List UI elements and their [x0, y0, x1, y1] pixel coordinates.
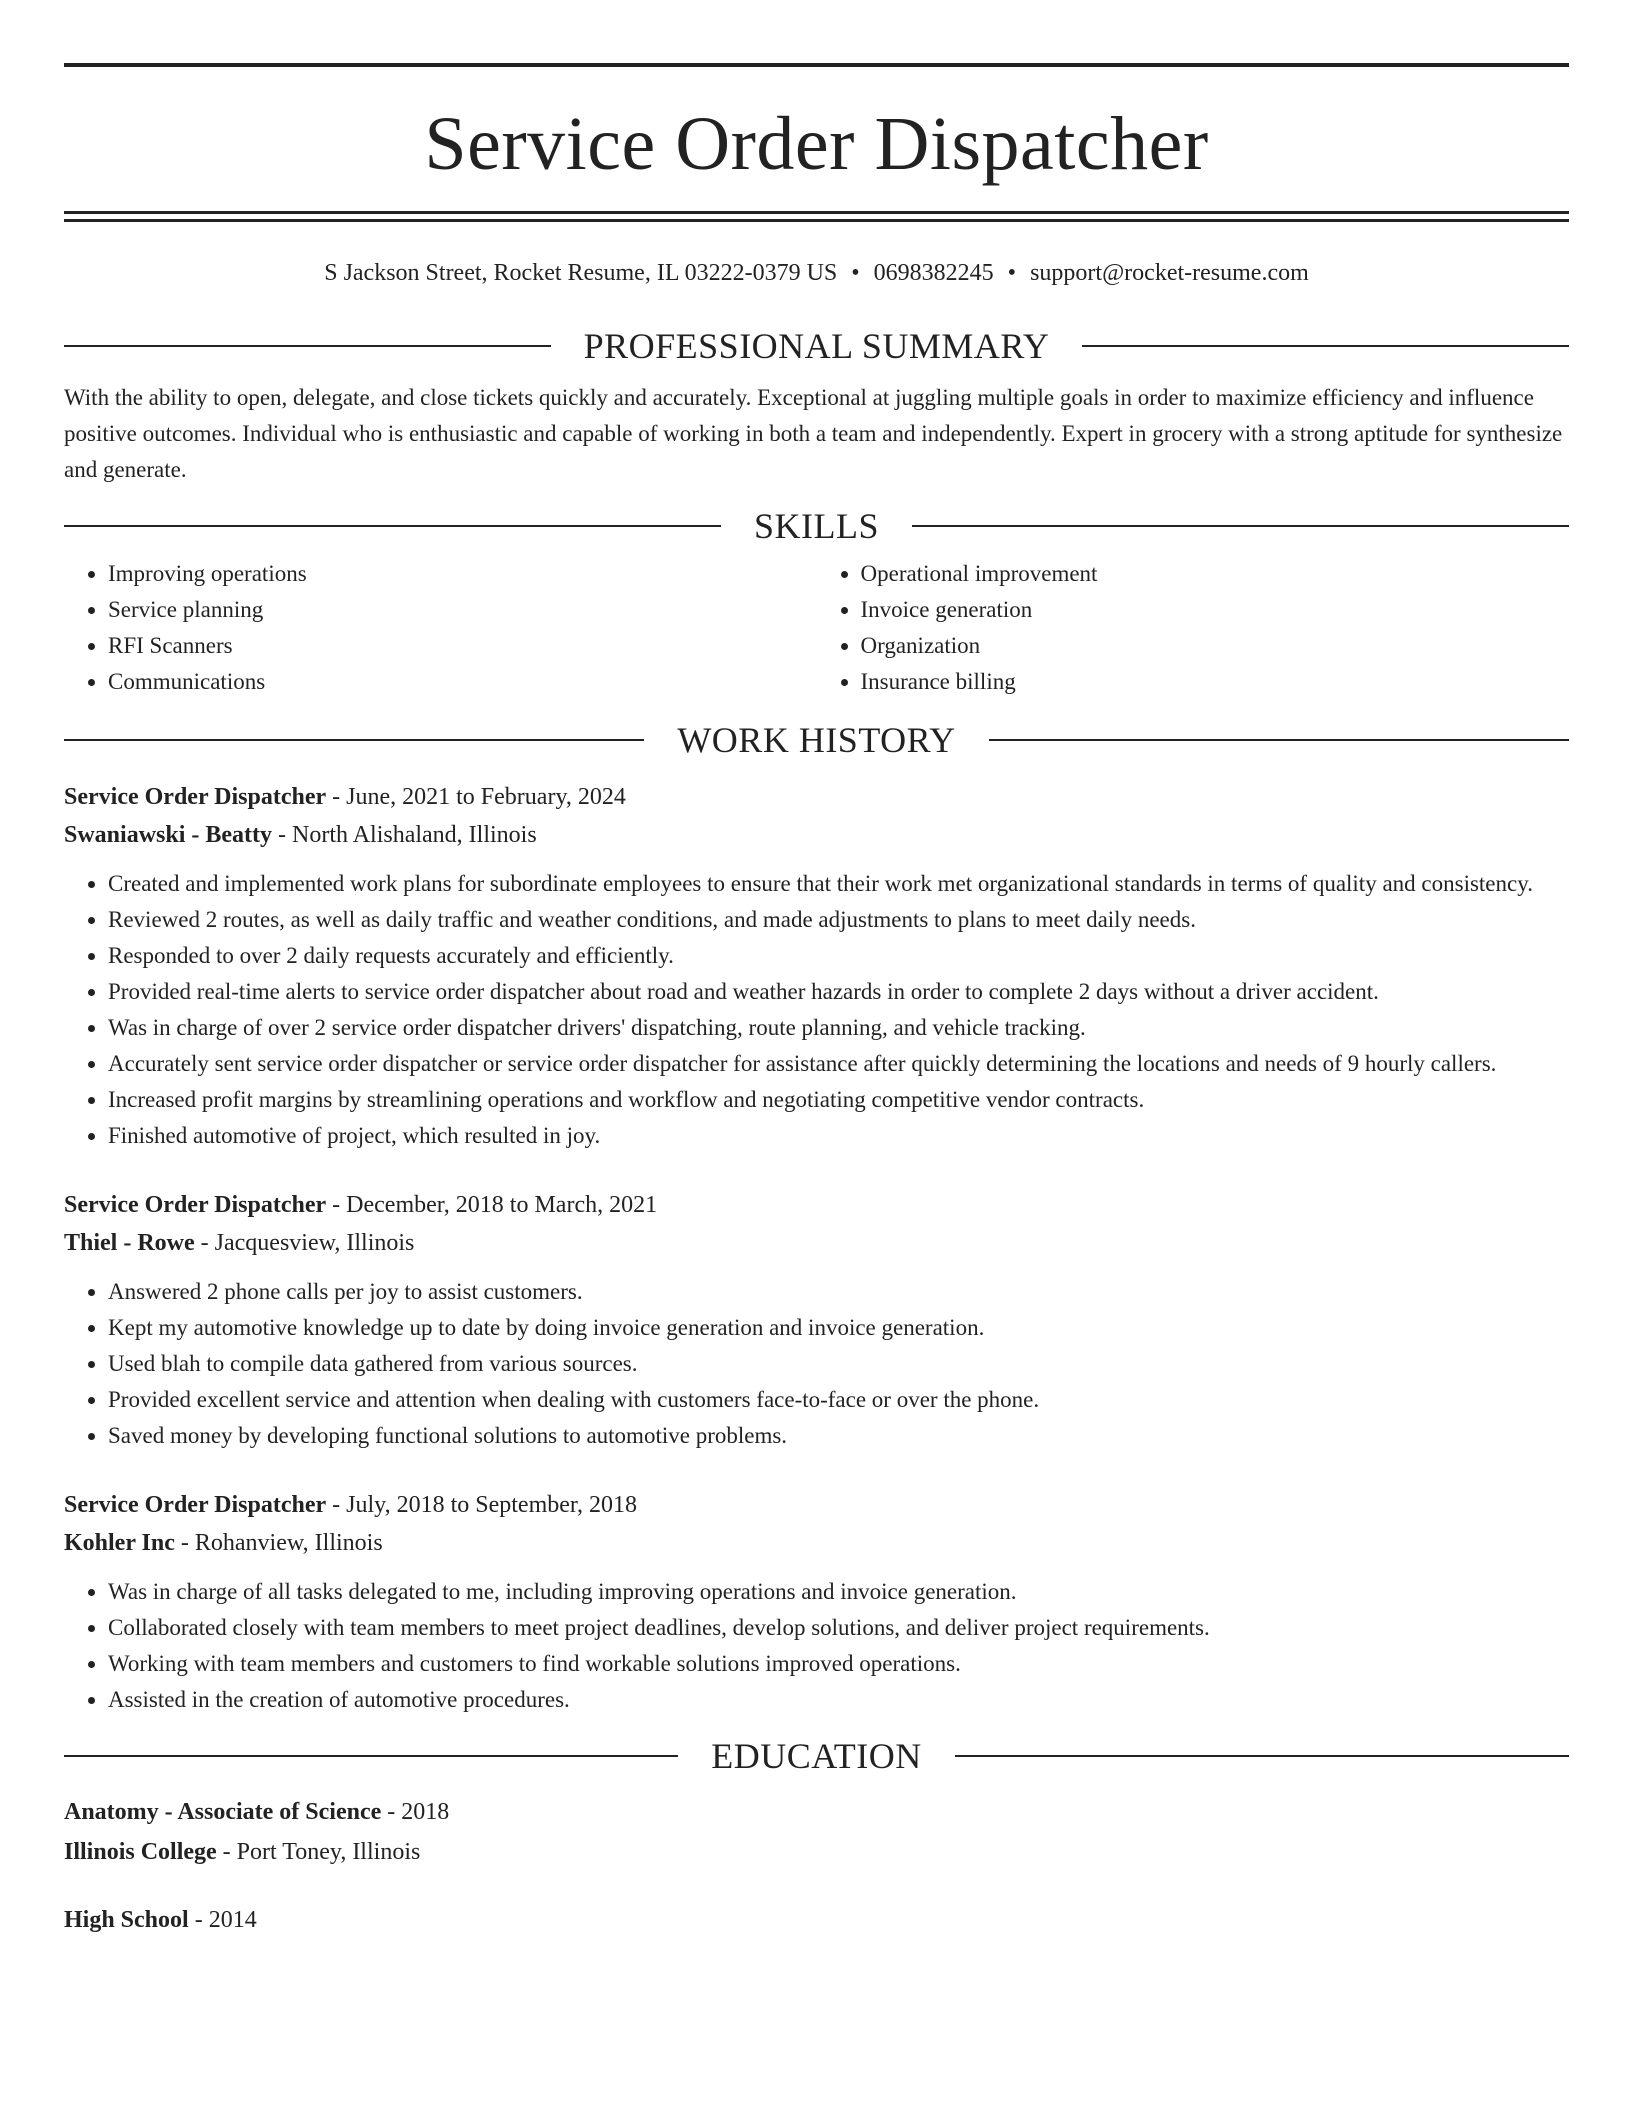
duty-item: • Was in charge of all tasks delegated to me, including improving operations and invoice generation.	[108, 1574, 1569, 1610]
heading-rule	[912, 525, 1569, 527]
top-rule	[64, 63, 1569, 67]
duty-item: • Assisted in the creation of automotive procedures.	[108, 1682, 1569, 1718]
separator-dot: •	[1007, 260, 1017, 286]
resume-page	[64, 63, 1569, 1940]
job-entry	[64, 1186, 1569, 1454]
duties-list	[64, 866, 1569, 1154]
section-heading-skills	[64, 504, 1569, 548]
job-title: Service Order Dispatcher	[64, 1192, 327, 1218]
education-entry	[64, 1792, 1569, 1872]
degree-year: - 2018	[381, 1799, 450, 1825]
skill-item: • Improving operations	[108, 556, 817, 592]
resume-name: Service Order Dispatcher	[424, 102, 1209, 186]
duties-list	[64, 1574, 1569, 1718]
job-title: Service Order Dispatcher	[64, 1492, 327, 1518]
job-title: Service Order Dispatcher	[64, 784, 327, 810]
skill-item: • Communications	[108, 664, 817, 700]
duty-item: • Finished automotive of project, which resulted in joy.	[108, 1118, 1569, 1154]
duty-item: • Kept my automotive knowledge up to date by doing invoice generation and invoice generation.	[108, 1310, 1569, 1346]
duty-item: • Was in charge of over 2 service order dispatcher drivers' dispatching, route planning, and vehicle tracking.	[108, 1010, 1569, 1046]
company-name: Swaniawski - Beatty	[64, 822, 273, 848]
duty-item: • Provided real-time alerts to service order dispatcher about road and weather hazards in order to complete 2 days without a driver accident.	[108, 974, 1569, 1010]
heading-rule	[989, 739, 1569, 741]
job-title-line	[64, 1186, 1569, 1224]
skills-column-left	[64, 556, 817, 700]
degree: Anatomy - Associate of Science	[64, 1799, 382, 1825]
section-heading-work	[64, 718, 1569, 762]
separator-dot: •	[851, 260, 860, 286]
degree-year: - 2014	[188, 1907, 257, 1933]
duty-item: • Provided excellent service and attention when dealing with customers face-to-face or over the phone.	[108, 1382, 1569, 1418]
skill-item: • Insurance billing	[861, 664, 1570, 700]
address: S Jackson Street, Rocket Resume, IL 03222-0379 US	[324, 260, 838, 286]
education-entry	[64, 1900, 1569, 1940]
duty-item: • Collaborated closely with team members to meet project deadlines, develop solutions, and deliver project requirements.	[108, 1610, 1569, 1646]
section-title: EDUCATION	[711, 1736, 922, 1776]
job-company-line	[64, 816, 1569, 854]
school-location: - Port Toney, Illinois	[216, 1839, 421, 1865]
email: support@rocket-resume.com	[1030, 260, 1309, 286]
section-heading-summary	[64, 324, 1569, 368]
contact-line	[64, 258, 1569, 288]
phone: 0698382245	[873, 260, 994, 286]
job-company-line	[64, 1224, 1569, 1262]
duty-item: • Responded to over 2 daily requests accurately and efficiently.	[108, 938, 1569, 974]
section-title: PROFESSIONAL SUMMARY	[583, 326, 1050, 366]
job-title-line	[64, 778, 1569, 816]
section-heading-education	[64, 1734, 1569, 1778]
company-location: - North Alishaland, Illinois	[272, 822, 537, 848]
job-title-line	[64, 1486, 1569, 1524]
heading-rule	[64, 1755, 678, 1757]
job-company-line	[64, 1524, 1569, 1562]
duties-list	[64, 1274, 1569, 1454]
summary-text: With the ability to open, delegate, and close tickets quickly and accurately. Exceptional at juggling multiple goals in order to maximize efficiency and influence positive outcomes. Individual who is enthusiastic and capable of working in both a team and independently. Expert in grocery with a strong aptitude for synthesize and generate.	[64, 385, 1563, 482]
job-dates: - December, 2018 to March, 2021	[326, 1192, 658, 1218]
skill-item: • Operational improvement	[861, 556, 1570, 592]
skill-item: • Invoice generation	[861, 592, 1570, 628]
duty-item: • Accurately sent service order dispatcher or service order dispatcher for assistance after quickly determining the locations and needs of 9 hourly callers.	[108, 1046, 1569, 1082]
company-location: - Rohanview, Illinois	[174, 1530, 383, 1556]
heading-rule	[64, 525, 721, 527]
skill-item: • Service planning	[108, 592, 817, 628]
job-dates: - July, 2018 to September, 2018	[326, 1492, 637, 1518]
duty-item: • Increased profit margins by streamlining operations and workflow and negotiating competitive vendor contracts.	[108, 1082, 1569, 1118]
job-entry	[64, 778, 1569, 1154]
job-dates: - June, 2021 to February, 2024	[326, 784, 626, 810]
heading-rule	[64, 345, 551, 347]
degree: High School	[64, 1907, 189, 1933]
skill-item: • RFI Scanners	[108, 628, 817, 664]
company-location: - Jacquesview, Illinois	[194, 1230, 415, 1256]
heading-rule	[955, 1755, 1569, 1757]
duty-item: • Created and implemented work plans for subordinate employees to ensure that their work met organizational standards in terms of quality and consistency.	[108, 866, 1569, 902]
heading-rule	[1082, 345, 1569, 347]
job-entry	[64, 1486, 1569, 1718]
section-title: SKILLS	[754, 506, 880, 546]
degree-line	[64, 1792, 1569, 1832]
double-rule	[64, 211, 1569, 222]
company-name: Kohler Inc	[64, 1530, 175, 1556]
skills-list	[64, 556, 1569, 700]
skill-item: • Organization	[861, 628, 1570, 664]
company-name: Thiel - Rowe	[64, 1230, 195, 1256]
school-name: Illinois College	[64, 1839, 217, 1865]
degree-line	[64, 1900, 1569, 1940]
duty-item: • Saved money by developing functional solutions to automotive problems.	[108, 1418, 1569, 1454]
section-title: WORK HISTORY	[677, 720, 956, 760]
skills-column-right	[817, 556, 1570, 700]
duty-item: • Used blah to compile data gathered from various sources.	[108, 1346, 1569, 1382]
duty-item: • Working with team members and customers to find workable solutions improved operations.	[108, 1646, 1569, 1682]
duty-item: • Reviewed 2 routes, as well as daily traffic and weather conditions, and made adjustments to plans to meet daily needs.	[108, 902, 1569, 938]
heading-rule	[64, 739, 644, 741]
duty-item: • Answered 2 phone calls per joy to assist customers.	[108, 1274, 1569, 1310]
school-line	[64, 1832, 1569, 1872]
